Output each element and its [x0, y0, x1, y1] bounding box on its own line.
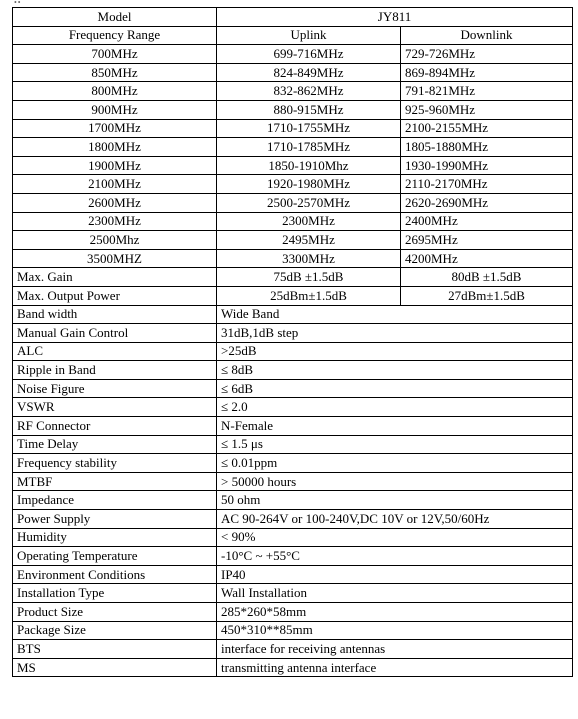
spec-value: ≤ 6dB	[217, 379, 573, 398]
band-row	[13, 119, 573, 138]
uplink-range: 3300MHz	[217, 249, 401, 268]
spec-value: Wide Band	[217, 305, 573, 324]
uplink-value: 25dBm±1.5dB	[217, 286, 401, 305]
spec-label: Package Size	[13, 621, 217, 640]
downlink-value: 27dBm±1.5dB	[401, 286, 573, 305]
model-label: Model	[13, 8, 217, 27]
frequency-range-label: Frequency Range	[13, 26, 217, 45]
band-name: 1700MHz	[13, 119, 217, 138]
uplink-range: 1710-1755MHz	[217, 119, 401, 138]
spec-label: Time Delay	[13, 435, 217, 454]
spec-row	[13, 342, 573, 361]
spec-row	[13, 361, 573, 380]
spec-row	[13, 324, 573, 343]
band-name: 1900MHz	[13, 156, 217, 175]
spec-value: IP40	[217, 565, 573, 584]
spec-label: Frequency stability	[13, 454, 217, 473]
band-row	[13, 82, 573, 101]
spec-label: Ripple in Band	[13, 361, 217, 380]
spec-table	[12, 7, 573, 677]
downlink-range: 4200MHz	[401, 249, 573, 268]
spec-label: Impedance	[13, 491, 217, 510]
downlink-range: 1930-1990MHz	[401, 156, 573, 175]
spec-value: 285*260*58mm	[217, 603, 573, 622]
uplink-range: 1920-1980MHz	[217, 175, 401, 194]
spec-row	[13, 640, 573, 659]
spec-label: Manual Gain Control	[13, 324, 217, 343]
band-row	[13, 45, 573, 64]
uplink-range: 824-849MHz	[217, 63, 401, 82]
band-row	[13, 100, 573, 119]
band-name: 2600MHz	[13, 193, 217, 212]
model-value: JY811	[217, 8, 573, 27]
spec-label: BTS	[13, 640, 217, 659]
spec-label: Max. Gain	[13, 268, 217, 287]
spec-value: 50 ohm	[217, 491, 573, 510]
uplink-range: 2495MHz	[217, 231, 401, 250]
spec-row	[13, 417, 573, 436]
spec-row	[13, 435, 573, 454]
spec-value: N-Female	[217, 417, 573, 436]
spec-value: 31dB,1dB step	[217, 324, 573, 343]
spec-value: Wall Installation	[217, 584, 573, 603]
band-name: 2300MHz	[13, 212, 217, 231]
spec-row	[13, 528, 573, 547]
band-row	[13, 156, 573, 175]
band-row	[13, 249, 573, 268]
spec-label: Product Size	[13, 603, 217, 622]
uplink-value: 75dB ±1.5dB	[217, 268, 401, 287]
band-name: 800MHz	[13, 82, 217, 101]
uplink-header: Uplink	[217, 26, 401, 45]
band-row	[13, 193, 573, 212]
band-row	[13, 231, 573, 250]
uplink-range: 1850-1910Mhz	[217, 156, 401, 175]
spec-row	[13, 658, 573, 677]
spec-value: < 90%	[217, 528, 573, 547]
uplink-range: 880-915MHz	[217, 100, 401, 119]
spec-value: -10°C ~ +55°C	[217, 547, 573, 566]
spec-value: ≤ 1.5 μs	[217, 435, 573, 454]
downlink-value: 80dB ±1.5dB	[401, 268, 573, 287]
band-name: 850MHz	[13, 63, 217, 82]
downlink-range: 2100-2155MHz	[401, 119, 573, 138]
spec-row	[13, 398, 573, 417]
spec-row	[13, 510, 573, 529]
spec-value: ≤ 2.0	[217, 398, 573, 417]
downlink-range: 791-821MHz	[401, 82, 573, 101]
spec-row	[13, 547, 573, 566]
split-spec-row	[13, 268, 573, 287]
spec-label: Operating Temperature	[13, 547, 217, 566]
uplink-range: 832-862MHz	[217, 82, 401, 101]
downlink-range: 1805-1880MHz	[401, 138, 573, 157]
uplink-range: 2500-2570MHz	[217, 193, 401, 212]
spec-value: AC 90-264V or 100-240V,DC 10V or 12V,50/60Hz	[217, 510, 573, 529]
downlink-range: 2620-2690MHz	[401, 193, 573, 212]
spec-row	[13, 603, 573, 622]
downlink-range: 2110-2170MHz	[401, 175, 573, 194]
band-row	[13, 138, 573, 157]
spec-label: Power Supply	[13, 510, 217, 529]
band-row	[13, 175, 573, 194]
spec-label: ALC	[13, 342, 217, 361]
spec-value: interface for receiving antennas	[217, 640, 573, 659]
band-name: 2100MHz	[13, 175, 217, 194]
spec-label: Humidity	[13, 528, 217, 547]
spec-value: > 50000 hours	[217, 472, 573, 491]
uplink-range: 699-716MHz	[217, 45, 401, 64]
spec-label: MTBF	[13, 472, 217, 491]
spec-label: Max. Output Power	[13, 286, 217, 305]
uplink-range: 1710-1785MHz	[217, 138, 401, 157]
split-spec-row	[13, 286, 573, 305]
spec-row	[13, 621, 573, 640]
spec-row	[13, 472, 573, 491]
band-name: 3500MHZ	[13, 249, 217, 268]
downlink-range: 2400MHz	[401, 212, 573, 231]
downlink-header: Downlink	[401, 26, 573, 45]
spec-row	[13, 565, 573, 584]
spec-label: Environment Conditions	[13, 565, 217, 584]
downlink-range: 869-894MHz	[401, 63, 573, 82]
spec-value: >25dB	[217, 342, 573, 361]
band-name: 1800MHz	[13, 138, 217, 157]
downlink-range: 925-960MHz	[401, 100, 573, 119]
spec-value: transmitting antenna interface	[217, 658, 573, 677]
spec-value: ≤ 8dB	[217, 361, 573, 380]
spec-value: ≤ 0.01ppm	[217, 454, 573, 473]
spec-label: Noise Figure	[13, 379, 217, 398]
band-row	[13, 63, 573, 82]
spec-label: RF Connector	[13, 417, 217, 436]
spec-label: Band width	[13, 305, 217, 324]
downlink-range: 2695MHz	[401, 231, 573, 250]
downlink-range: 729-726MHz	[401, 45, 573, 64]
spec-row	[13, 491, 573, 510]
band-name: 900MHz	[13, 100, 217, 119]
uplink-range: 2300MHz	[217, 212, 401, 231]
spec-row	[13, 584, 573, 603]
corner-mark: ••	[14, 0, 22, 7]
band-row	[13, 212, 573, 231]
band-name: 700MHz	[13, 45, 217, 64]
band-name: 2500Mhz	[13, 231, 217, 250]
frequency-header-row	[13, 26, 573, 45]
spec-label: Installation Type	[13, 584, 217, 603]
model-row	[13, 8, 573, 27]
spec-label: VSWR	[13, 398, 217, 417]
spec-row	[13, 305, 573, 324]
spec-row	[13, 454, 573, 473]
spec-value: 450*310**85mm	[217, 621, 573, 640]
spec-label: MS	[13, 658, 217, 677]
spec-row	[13, 379, 573, 398]
